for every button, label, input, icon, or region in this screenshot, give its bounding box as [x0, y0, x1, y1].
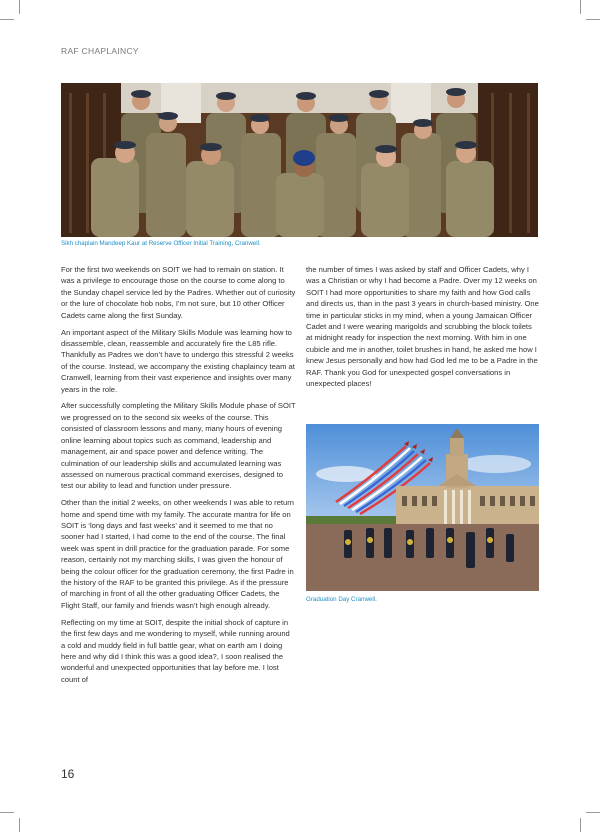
article-left-column: [61, 264, 296, 691]
paragraph: Other than the initial 2 weeks, on other weekends I was able to return home and spend time with my family. The accurate mantra for life on SOIT is ‘long days and fast weeks’ and it seemed to me that no sooner had I started, I had come to the end of the course. The final week was spent in drill practice for the graduation parade. For some reason, certainly not my marching skills, I was given the honour of being the colour officer for the graduation ceremony, the first Padre in the history of the RAF to be granted this privilege. As if the pressure of marching in front of all the other graduating Officer Cadets, the Flight Staff, our family and friends wasn’t high enough already.: [61, 498, 295, 610]
group-photo: [61, 83, 538, 237]
graduation-photo-caption: Graduation Day Cranwell.: [306, 596, 377, 603]
paragraph: the number of times I was asked by staff and Officer Cadets, why I was a Christian or why I had become a Padre. Over my 12 weeks on SOIT I had more opportunities to share my faith and how God calls and directs us, than in the past 3 years in church-based ministry. One time in particular sticks in my mind, when a young Jamaican Officer Cadet and I were wearing marigolds and scrubbing the block toilets at midnight ready for inspection the next morning. With him in one cubicle and me in another, toilet brushes in hand, he asked me how I knew Jesus personally and how had God led me to be a Padre in the RAF. Thank you God for unexpected gospel conversations in unexpected places!: [306, 265, 539, 389]
paragraph: Reflecting on my time at SOIT, despite the initial shock of capture in the first few days and me wondering to myself, while running around a cold and muddy field in full battle gear, what on earth am I doing here and why did I think this was a good idea?, I soon realised the wonderful and unexpected opportunities that lay before me. I lost count of: [61, 617, 290, 684]
crop-mark-top-left-v: [19, 0, 20, 14]
graduation-photo: [306, 424, 539, 591]
crop-mark-bottom-right-v: [580, 818, 581, 832]
article-right-column: [306, 264, 540, 395]
group-photo-caption: Sikh chaplain Mandeep Kaur at Reserve Officer Initial Training, Cranwell.: [61, 240, 261, 247]
crop-mark-bottom-right-h: [586, 812, 600, 813]
page-number: 16: [61, 767, 75, 781]
paragraph: After successfully completing the Military Skills Module phase of SOIT we progressed on to the second six weeks of the course. This consisted of classroom lessons and many, many hours of evening online learning about topics such as command, leadership and management, air and space power and defence writing. The culmination of our leadership skills and accumulated learning was assessed on numerous practical command exercises, designed to test our ability to lead and function under pressure.: [61, 401, 296, 491]
section-label: RAF CHAPLAINCY: [61, 46, 139, 56]
crop-mark-top-left-h: [0, 19, 14, 20]
crop-mark-top-right-v: [580, 0, 581, 14]
crop-mark-bottom-left-v: [19, 818, 20, 832]
paragraph: For the first two weekends on SOIT we had to remain on station. It was a privilege to encourage those on the course to come along to the Sunday chapel service led by the Padres. Whether out of curiosity or the lure of chocolate hob nobs, I’m not sure, but 10 other Officer Cadets came along the first Sunday.: [61, 265, 296, 320]
crop-mark-bottom-left-h: [0, 812, 14, 813]
paragraph: An important aspect of the Military Skills Module was learning how to disassemble, clean, reassemble and accurately fire the L85 rifle. Thankfully as Padres we don’t have to undergo this stressful 2 weeks of the course. Instead, we accompany the existing chaplaincy team at Cranwell, learning from their vast experience and insights over many years in the role.: [61, 327, 295, 394]
crop-mark-top-right-h: [586, 19, 600, 20]
